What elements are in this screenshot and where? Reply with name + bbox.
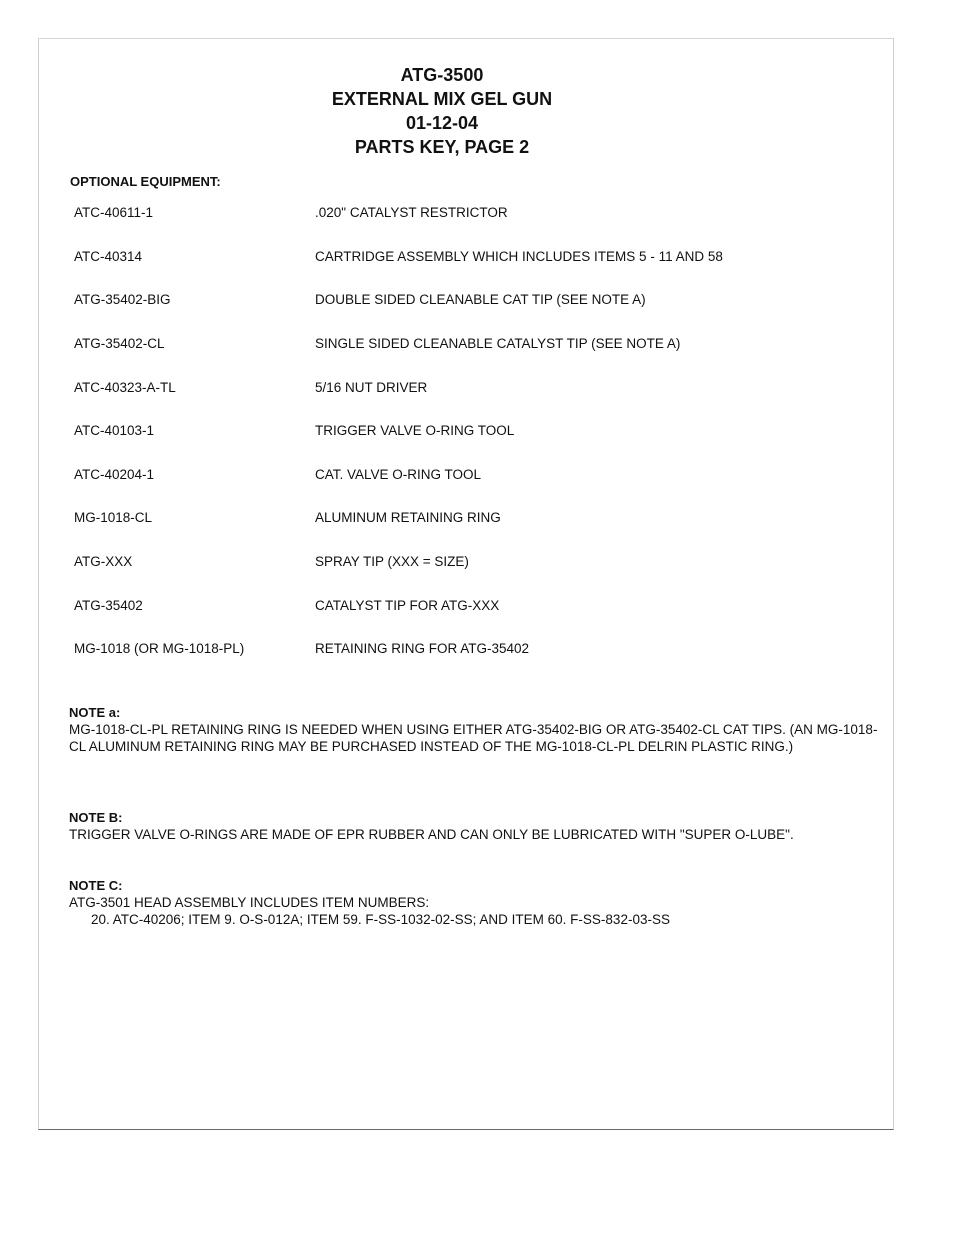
part-row bbox=[74, 235, 854, 279]
part-number: ATG-35402-CL bbox=[74, 336, 165, 352]
part-description: 5/16 NUT DRIVER bbox=[315, 379, 428, 395]
title-line-model: ATG-3500 bbox=[400, 65, 484, 85]
part-number: ATG-35402 bbox=[74, 597, 143, 613]
part-number: ATC-40314 bbox=[74, 248, 143, 264]
note-c-body bbox=[69, 894, 879, 928]
note-b-heading: NOTE B: bbox=[69, 810, 123, 825]
part-row bbox=[74, 365, 854, 409]
note-a-heading: NOTE a: bbox=[69, 705, 121, 720]
note-b bbox=[69, 809, 879, 843]
note-a-body: MG-1018-CL-PL RETAINING RING IS NEEDED WHEN USING EITHER ATG-35402-BIG OR ATG-35402-CL CAT TIPS. (AN MG-1018-CL ALUMINUM RETAINING RING MAY BE PURCHASED INSTEAD OF THE MG-1018-CL-PL DELRIN PLASTIC RING.) bbox=[69, 722, 878, 754]
part-number: MG-1018-CL bbox=[74, 510, 153, 526]
note-c bbox=[69, 877, 879, 928]
part-description: ALUMINUM RETAINING RING bbox=[315, 510, 501, 526]
part-row bbox=[74, 278, 854, 322]
part-description: SPRAY TIP (XXX = SIZE) bbox=[315, 554, 469, 570]
part-description: CATALYST TIP FOR ATG-XXX bbox=[315, 597, 500, 613]
note-b-body: TRIGGER VALVE O-RINGS ARE MADE OF EPR RUBBER AND CAN ONLY BE LUBRICATED WITH "SUPER O-LUBE". bbox=[69, 827, 794, 842]
part-description: DOUBLE SIDED CLEANABLE CAT TIP (SEE NOTE A) bbox=[315, 292, 646, 308]
part-description: RETAINING RING FOR ATG-35402 bbox=[315, 641, 530, 657]
note-c-heading: NOTE C: bbox=[69, 878, 123, 893]
part-row bbox=[74, 496, 854, 540]
note-c-body-line1: ATG-3501 HEAD ASSEMBLY INCLUDES ITEM NUMBERS: bbox=[69, 895, 430, 910]
parts-table bbox=[74, 191, 854, 671]
title-line-date: 01-12-04 bbox=[405, 113, 479, 133]
part-row bbox=[74, 540, 854, 584]
part-number: ATG-35402-BIG bbox=[74, 292, 171, 308]
title-line-page: PARTS KEY, PAGE 2 bbox=[354, 137, 530, 157]
section-label-optional-equipment: OPTIONAL EQUIPMENT: bbox=[70, 174, 221, 189]
title-line-product: EXTERNAL MIX GEL GUN bbox=[331, 89, 553, 109]
part-description: CARTRIDGE ASSEMBLY WHICH INCLUDES ITEMS 5 - 11 AND 58 bbox=[315, 248, 723, 264]
part-row bbox=[74, 453, 854, 497]
part-row bbox=[74, 322, 854, 366]
part-description: .020" CATALYST RESTRICTOR bbox=[315, 205, 508, 221]
part-number: ATC-40204-1 bbox=[74, 466, 155, 482]
part-row bbox=[74, 191, 854, 235]
part-number: ATC-40611-1 bbox=[74, 205, 154, 221]
part-row bbox=[74, 583, 854, 627]
part-row bbox=[74, 409, 854, 453]
part-row bbox=[74, 627, 854, 671]
part-description: TRIGGER VALVE O-RING TOOL bbox=[315, 423, 515, 439]
part-number: MG-1018 (OR MG-1018-PL) bbox=[74, 641, 245, 657]
note-c-body-line2: 20. ATC-40206; ITEM 9. O-S-012A; ITEM 59. F-SS-1032-02-SS; AND ITEM 60. F-SS-832-03-SS bbox=[91, 912, 670, 927]
note-a bbox=[69, 704, 879, 755]
document-title bbox=[39, 63, 845, 159]
part-number: ATG-XXX bbox=[74, 554, 133, 570]
part-number: ATC-40103-1 bbox=[74, 423, 155, 439]
document-page bbox=[38, 38, 894, 1130]
part-number: ATC-40323-A-TL bbox=[74, 379, 176, 395]
part-description: CAT. VALVE O-RING TOOL bbox=[315, 466, 482, 482]
part-description: SINGLE SIDED CLEANABLE CATALYST TIP (SEE NOTE A) bbox=[315, 336, 681, 352]
